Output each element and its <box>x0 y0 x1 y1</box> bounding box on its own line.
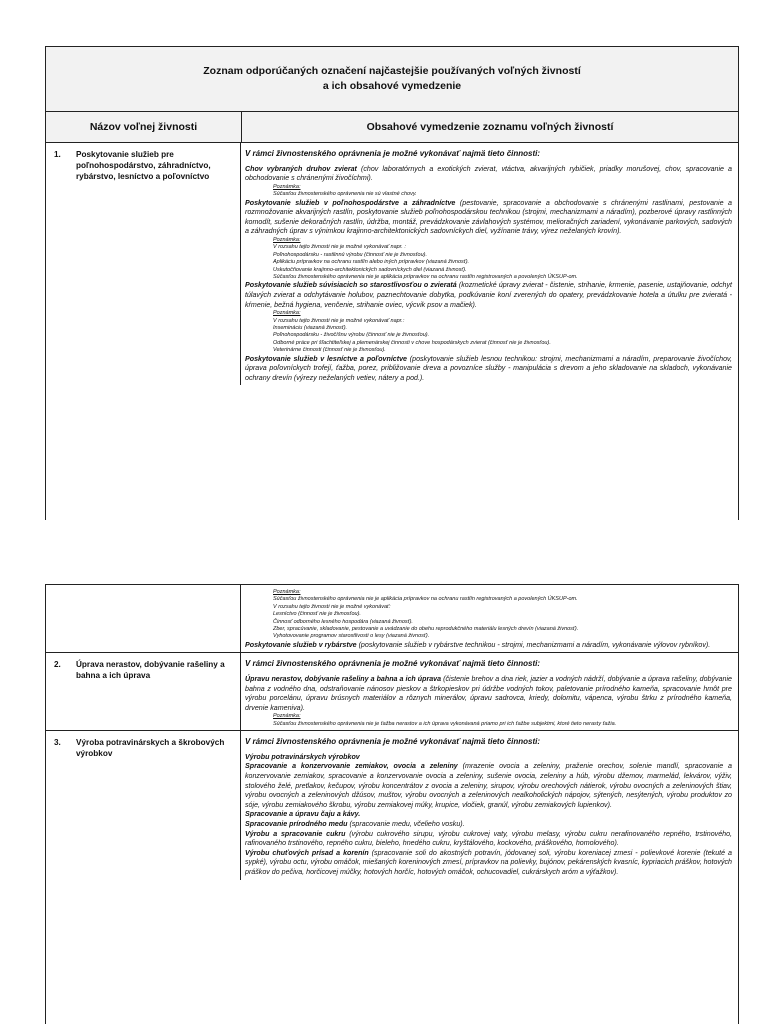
note-line: Aplikáciu prípravkov na ochranu rastlín alebo iných prípravkov (viazaná živnosť). <box>273 259 470 266</box>
paragraph-text: (výrobu cukrového sirupu, výrobu cukrovej vaty, výrobu melasy, výrobu cukru nerafinovaného repného, trstinového, rafinovaného trstinového, repného cukru, bieleho, hnedého cukru, kryštálového, kockového, práškového, homolového). <box>245 829 733 848</box>
trade-name: Úprava nerastov, dobývanie rašeliny a bahna a ich úprava <box>76 660 225 681</box>
note-line: V rozsahu tejto živnosti nie je možné vykonávať napr. : <box>273 244 406 251</box>
trade-content-cell <box>241 585 738 652</box>
note-line: Vyhotovovanie programov starostlivosti o lesy (viazaná živnosť). <box>273 633 430 640</box>
note-line: Lesníctvo (činnosť nie je živnosťou). <box>273 611 361 618</box>
paragraph-text: (pestovanie, spracovanie a obchodovanie s chránenými rastlinami, pestovanie a rozmnožovanie akvarijných rastlín, poskytovanie služieb poľnohospodárskou technikou (strojmi, mechanizmami a náradím), pozberové úpravy rastlinných komodít, sušenie dekoračných rastlín, údržba, montáž, prevádzkovanie závlahových systémov, melioračných zariadení, vykonávanie parkových, sadových a záhradných úprav s výnimkou krajinno-architektonických sadovníckych diel, vyžínanie trávy, výrez neželaných krovín). <box>245 198 732 236</box>
note-label: Poznámka: <box>273 236 301 243</box>
paragraph-text: (poskytovanie služieb lesnou technikou: strojmi, mechanizmami a náradím, preparovanie živočíchov, úprava poľovníckych trofejí, ťažba, porez, približovanie dreva a povozníce služby - manipulácia s drevom a jeho skladovanie na skladoch, vykonávanie ochrany drevín (výrezy neželaných vetiev, nátery a pod.). <box>245 354 732 382</box>
trade-name: Výroba potravinárskych a škrobových výrobkov <box>76 738 225 759</box>
note-line: Veterinárne činnosti (činnosť nie je živnosťou). <box>273 347 386 354</box>
note-label: Poznámka: <box>273 183 301 190</box>
paragraph-heading: Výrobu a spracovanie cukru <box>245 829 346 838</box>
paragraph-text: (mrazenie ovocia a zeleniny, praženie orechov, solenie mandlí, spracovanie a konzervovanie zemiakov, spracovanie a konzervovanie ovocia a zeleniny, sušenie ovocia, zeleniny a húb, výrobu džemov, marmelád, lekvárov, výživ, stolového želé, pretlakov, kečupov, výrobu koncentrátov z ovocia a zeleniny, sirupov, výrobu orechových nátierok, výrobu ovocných a zeleninových štiav, výrobu ovocných a zeleninových džúsov, muštov, výrobu ovocných a zeleninových nealkoholických nápojov, sýtených, nesýtených, výrobu produktov zo sóje, výrobu zemiakového škrobu, výrobu zemiakovej múky, krupice, vločiek, granúl, výrobu zemiakových lupienkov). <box>245 762 732 809</box>
paragraph <box>245 165 732 184</box>
paragraph <box>245 355 732 384</box>
note-line: Súčasťou živnostenského oprávnenia nie je aplikácia prípravkov na ochranu rastlín registrovaných a povolených ÚKSUP-om. <box>273 274 578 280</box>
note-line: Poľnohospodársku - rastlinnú výrobu (činnosť nie je živnosťou). <box>273 251 428 258</box>
note-line: Súčasťou živnostenského oprávnenia nie je aplikácia prípravkov na ochranu rastlín registrovaných a povolených ÚKSUP-om. <box>273 596 578 603</box>
column-header-content: Obsahové vymedzenie zoznamu voľných živností <box>366 121 614 133</box>
row-number: 1. <box>54 150 61 159</box>
paragraph <box>245 762 732 810</box>
paragraph <box>245 849 732 878</box>
lead-sentence: V rámci živnostenského oprávnenia je možné vykonávať najmä tieto činnosti: <box>245 659 541 669</box>
table-title <box>46 47 738 112</box>
paragraph-heading: Poskytovanie služieb súvisiacich so starostlivosťou o zvieratá <box>245 281 457 290</box>
note-line: V rozsahu tejto živnosti nie je možné vykonávať: <box>273 603 391 610</box>
document-page-2 <box>45 584 739 1024</box>
section-heading <box>245 753 732 763</box>
title-line-1: Zoznam odporúčaných označení najčastejšie používaných voľných živností <box>203 65 581 77</box>
paragraph-text: (spracovanie medu, včelieho vosku). <box>347 819 465 828</box>
paragraph <box>245 281 732 310</box>
paragraph <box>245 830 732 849</box>
row-number: 3. <box>54 738 61 748</box>
note-block <box>273 713 732 728</box>
note-block <box>273 184 732 199</box>
document-page-1 <box>45 46 739 520</box>
paragraph-heading: Výrobu chuťových prísad a korenín <box>245 848 369 857</box>
trade-content-cell <box>241 731 738 879</box>
note-label: Poznámka: <box>273 713 301 720</box>
paragraph <box>245 199 732 237</box>
title-line-2: a ich obsahové vymedzenie <box>322 80 462 92</box>
paragraph-heading: Poskytovanie služieb v rybárstve <box>245 640 357 649</box>
note-line: Činnosť odborného lesného hospodára (viazaná živnosť). <box>273 618 413 625</box>
trade-content-cell <box>241 143 738 385</box>
paragraph-text: (poskytovanie služieb v rybárstve technikou - strojmi, mechanizmami a náradím, vykonávanie výlovov rybníkov). <box>356 640 711 649</box>
row-number: 2. <box>54 660 61 670</box>
note-line: Poľnohospodársku - živočíšnu výrobu (činnosť nie je živnosťou). <box>273 332 430 339</box>
note-line: Súčasťou živnostenského oprávnenia nie sú vlastné chovy. <box>273 191 417 198</box>
paragraph-heading: Poskytovanie služieb v poľnohospodárstve a záhradníctve <box>245 198 456 207</box>
note-line: Zber, spracúvanie, skladovanie, pestovanie a uvádzanie do obehu reprodukčného materiálu lesných drevín (viazaná živnosť). <box>273 626 579 633</box>
section-heading-text: Výrobu potravinárskych výrobkov <box>245 752 360 761</box>
paragraph-heading: Spracovanie prírodného medu <box>245 819 348 828</box>
paragraph-heading: Úpravu nerastov, dobývanie rašeliny a bahna a ich úprava <box>245 675 442 684</box>
trade-content-cell <box>241 653 738 730</box>
note-line: Odborné práce pri šľachtiteľskej a plemenárskej činnosti v chove hospodárskych zvierat (činnosť nie je živnosťou). <box>273 339 551 346</box>
table-row <box>46 653 738 731</box>
paragraph-text: (čistenie brehov a dna riek, jazier a vodných nádrží, dobývanie a úprava rašeliny, dobývanie bahna z vodného dna, odstraňovanie nánosov pieskov a štrkopieskov pri údržbe vodných tokov, paletovanie prírodného kameňa, spracovanie hmôt pre výrobu porcelánu, úpravu brúsnych materiálov a rôznych minerálov, úpravu sadrovca, kriedy, dolomitu, vápenca, výrobu štrku z prírodného kameňa, drvenie kameniva). <box>245 675 732 712</box>
paragraph-heading: Spracovanie a konzervovanie zemiakov, ovocia a zeleniny <box>245 762 458 771</box>
table-row-continued <box>46 585 738 653</box>
table-row <box>46 731 738 879</box>
paragraph-text: (kozmetické úpravy zvierat - čistenie, strihanie, krmenie, pasenie, ustajňovanie, odchyt túlavých zvierat a odchytávanie holubov, paznechtovanie dobytka, podkúvanie koní zverených do opatery, prevádzkovanie hotela a útulku pre zvieratá - kŕmenie, bežná hygiena, venčenie, strihanie oviec, výcvik psov a mačiek). <box>245 281 732 309</box>
table-header-row <box>46 112 738 143</box>
note-line: Insemináciu (viazaná živnosť). <box>273 325 348 331</box>
note-block <box>273 237 732 281</box>
note-line: Súčasťou živnostenského oprávnenia nie je ťažba nerastov a ich úprava vykonávaná priamo pri ich ťažbe subjektmi, ktoré tieto nerasty ťažia. <box>273 720 617 727</box>
paragraph-text: (chov laboratórnych a exotických zvierat, vtáctva, akvarijných rybičiek, priadky morušovej, chov, spracovanie a obchodovanie s chránenými živočíchmi). <box>245 164 732 183</box>
trade-name: Poskytovanie služieb pre poľnohospodárstvo, záhradníctvo, rybárstvo, lesníctvo a poľovníctvo <box>76 150 211 181</box>
lead-sentence: V rámci živnostenského oprávnenia je možné vykonávať najmä tieto činnosti: <box>245 149 541 158</box>
note-line: V rozsahu tejto živnosti nie je možné vykonávať napr.: <box>273 317 405 324</box>
paragraph <box>245 820 732 830</box>
paragraph-text: (spracovanie soli do akostných potravín, jódovanej soli, výrobu koreniacej zmesi - polievkové korenie (tekuté a sypké), výrobu octu, výrobu omáčok, miešaných koreninových zmesí, prípravkov na polievky, bujónov, pekárenských kvasníc, kypriacich práškov, hotových práškov do pečiva, horčicovej múčky, hotových horčíc, hotových omáčok, ochucovadiel, cukrárskych aróm a výťažkov). <box>245 848 732 876</box>
table-row <box>46 143 738 385</box>
column-header-name: Názov voľnej živnosti <box>46 112 242 142</box>
paragraph <box>245 641 732 651</box>
note-label: Poznámka: <box>273 589 301 595</box>
trade-name-cell <box>46 653 241 730</box>
trade-name-cell <box>46 731 241 879</box>
note-label: Poznámka: <box>273 310 301 317</box>
note-line: Uskutočňovanie krajinno-architektonických sadovníckych diel (viazaná živnosť). <box>273 266 467 273</box>
paragraph-heading: Chov vybraných druhov zvierat <box>245 164 357 173</box>
note-block <box>273 310 732 354</box>
paragraph-heading: Spracovanie a úpravu čaju a kávy. <box>245 810 361 819</box>
trade-name-cell-empty <box>46 585 241 652</box>
paragraph <box>245 810 732 820</box>
trade-name-cell <box>46 143 241 385</box>
note-block <box>273 589 732 641</box>
paragraph <box>245 675 732 713</box>
lead-sentence: V rámci živnostenského oprávnenia je možné vykonávať najmä tieto činnosti: <box>245 737 541 747</box>
paragraph-heading: Poskytovanie služieb v lesníctve a poľovníctve <box>245 354 408 363</box>
